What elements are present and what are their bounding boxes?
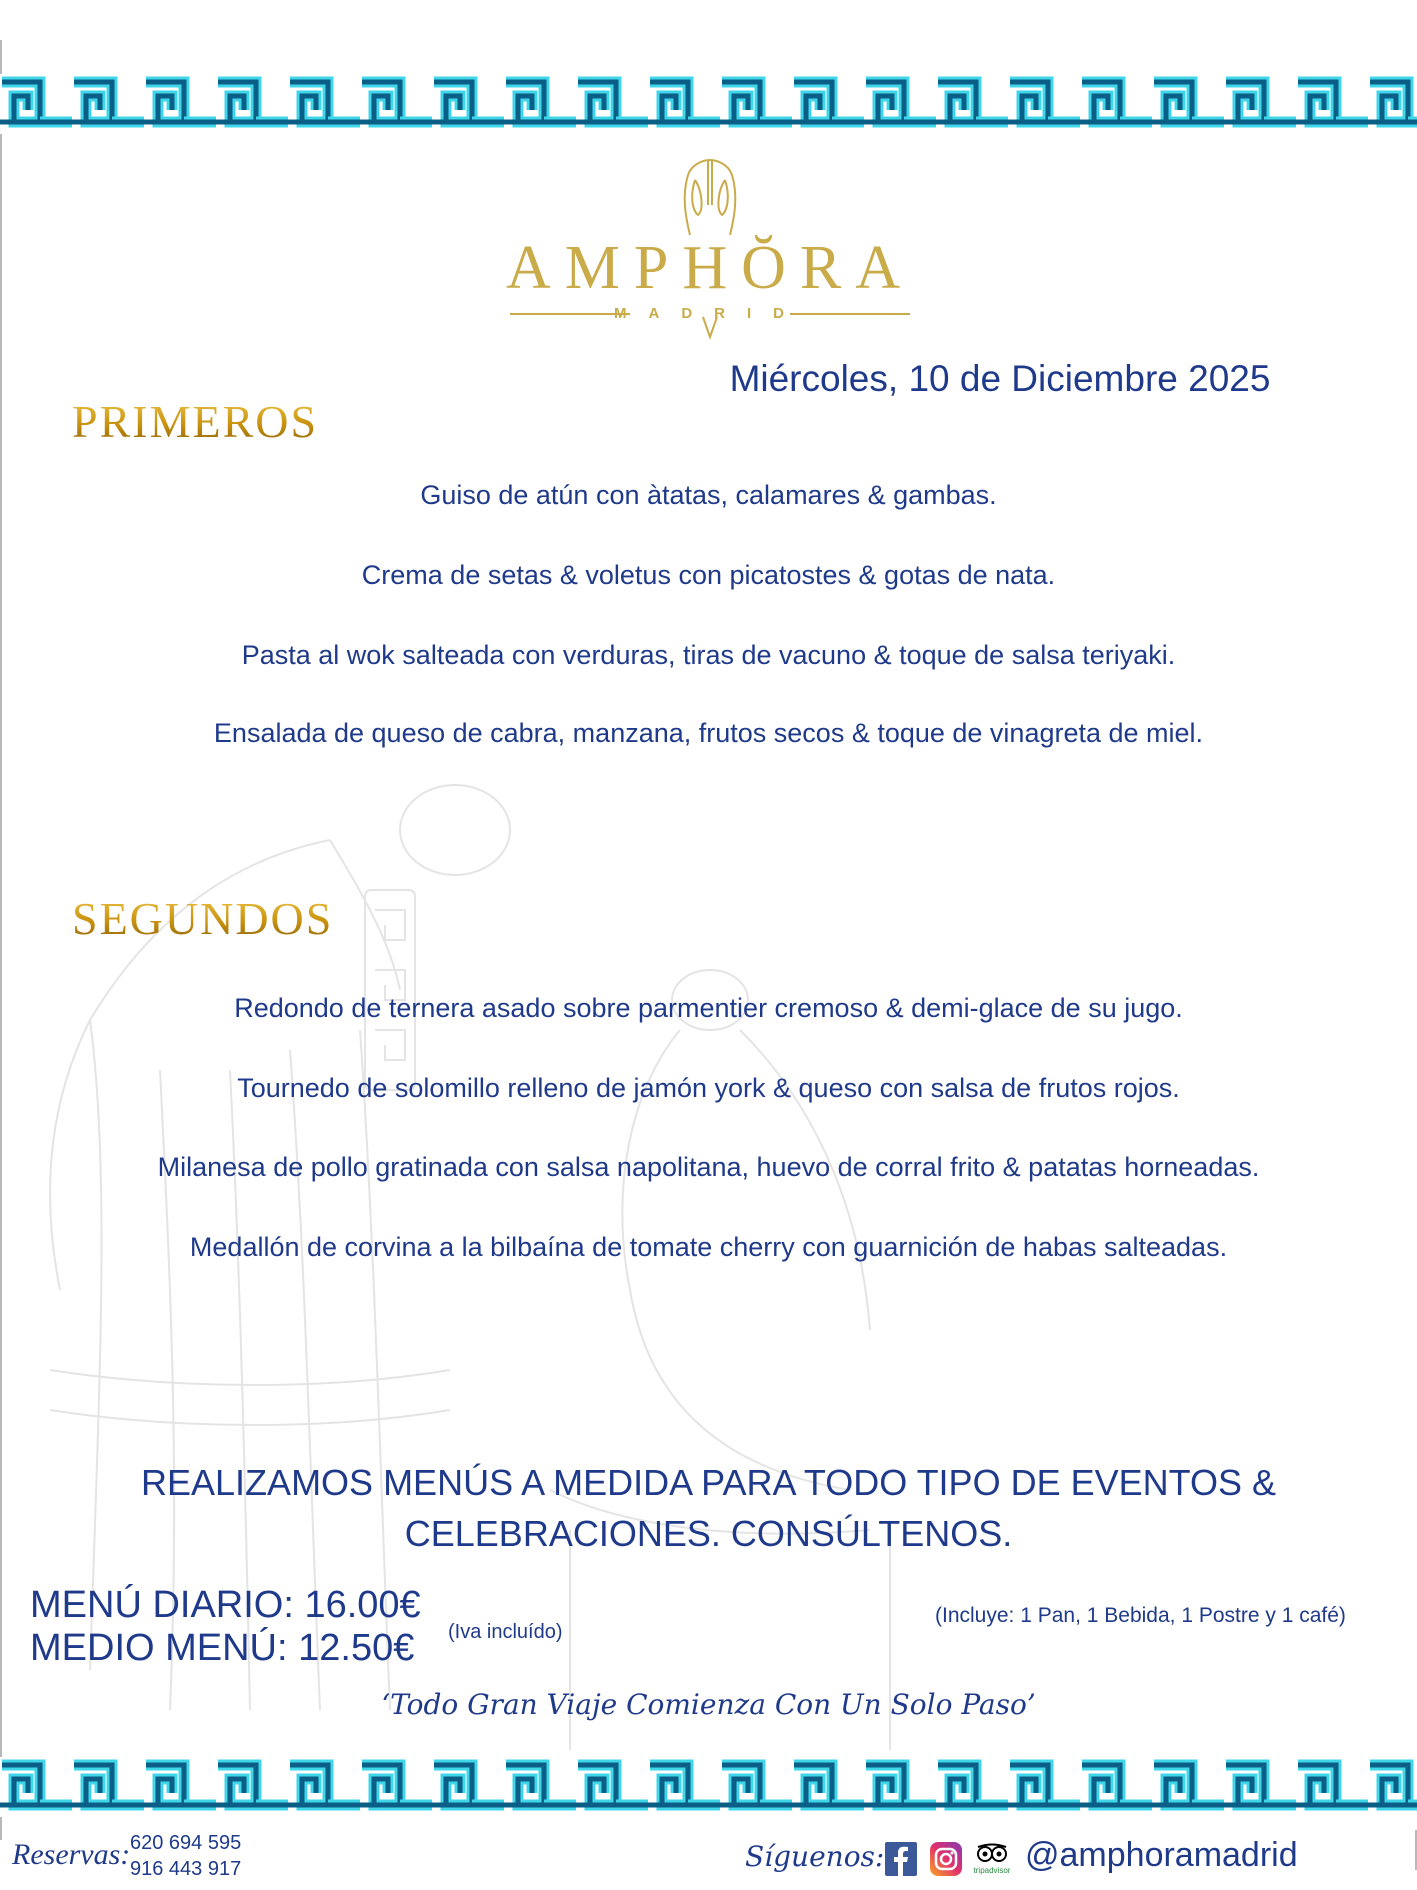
- promo-line-1: REALIZAMOS MENÚS A MEDIDA PARA TODO TIPO DE EVENTOS &: [141, 1462, 1276, 1503]
- facebook-icon[interactable]: [885, 1842, 917, 1876]
- includes-note: (Incluye: 1 Pan, 1 Bebida, 1 Postre y 1 café): [935, 1604, 1346, 1627]
- primeros-heading: PRIMEROS: [72, 396, 319, 447]
- greek-key-border-bottom: [0, 1757, 1417, 1817]
- phone-number[interactable]: 620 694 595: [130, 1832, 242, 1854]
- segundos-item: Medallón de corvina a la bilbaína de tomate cherry con guarnición de habas salteadas.: [189, 1232, 1228, 1262]
- medio-menu-price: MEDIO MENÚ: 12.50€: [30, 1627, 415, 1669]
- promo-line-2: CELEBRACIONES. CONSÚLTENOS.: [404, 1513, 1013, 1554]
- amphora-vase-icon: [660, 155, 760, 245]
- brand-subtitle: MADRID: [614, 305, 806, 322]
- greek-key-border-top: [0, 74, 1417, 134]
- tripadvisor-icon[interactable]: [970, 1842, 1014, 1876]
- amphora-logo: [505, 155, 915, 340]
- primeros-item: Guiso de atún con àtatas, calamares & gambas.: [420, 480, 997, 510]
- segundos-item: Tournedo de solomillo relleno de jamón york & queso con salsa de frutos rojos.: [237, 1073, 1180, 1103]
- iva-note: (Iva incluído): [448, 1621, 563, 1643]
- reservas-label: Reservas:: [12, 1838, 131, 1871]
- motto-quote: ‘Todo Gran Viaje Comienza Con Un Solo Paso’: [381, 1688, 1036, 1721]
- menu-diario-price: MENÚ DIARIO: 16.00€: [30, 1584, 421, 1626]
- siguenos-label: Síguenos:: [745, 1840, 885, 1873]
- primeros-item: Crema de setas & voletus con picatostes & gotas de nata.: [361, 560, 1056, 590]
- social-handle[interactable]: @amphoramadrid: [1025, 1836, 1298, 1874]
- primeros-item: Pasta al wok salteada con verduras, tiras de vacuno & toque de salsa teriyaki.: [241, 640, 1176, 670]
- logo-v-mark-icon: [700, 315, 720, 340]
- instagram-icon[interactable]: [930, 1842, 962, 1876]
- events-promo: [100, 1457, 1317, 1559]
- svg-text:tripadvisor: tripadvisor: [973, 1866, 1011, 1875]
- primeros-item: Ensalada de queso de cabra, manzana, frutos secos & toque de vinagreta de miel.: [213, 718, 1204, 748]
- segundos-heading: SEGUNDOS: [72, 893, 334, 944]
- page-edge-left: [0, 40, 2, 1840]
- segundos-item: Milanesa de pollo gratinada con salsa napolitana, huevo de corral frito & patatas horneadas.: [157, 1152, 1260, 1182]
- phone-number[interactable]: 916 443 917: [130, 1858, 242, 1880]
- menu-date: Miércoles, 10 de Diciembre 2025: [729, 358, 1271, 399]
- brand-name: AMPHŎRA: [505, 234, 915, 302]
- segundos-item: Redondo de ternera asado sobre parmentier cremoso & demi-glace de su jugo.: [234, 993, 1183, 1023]
